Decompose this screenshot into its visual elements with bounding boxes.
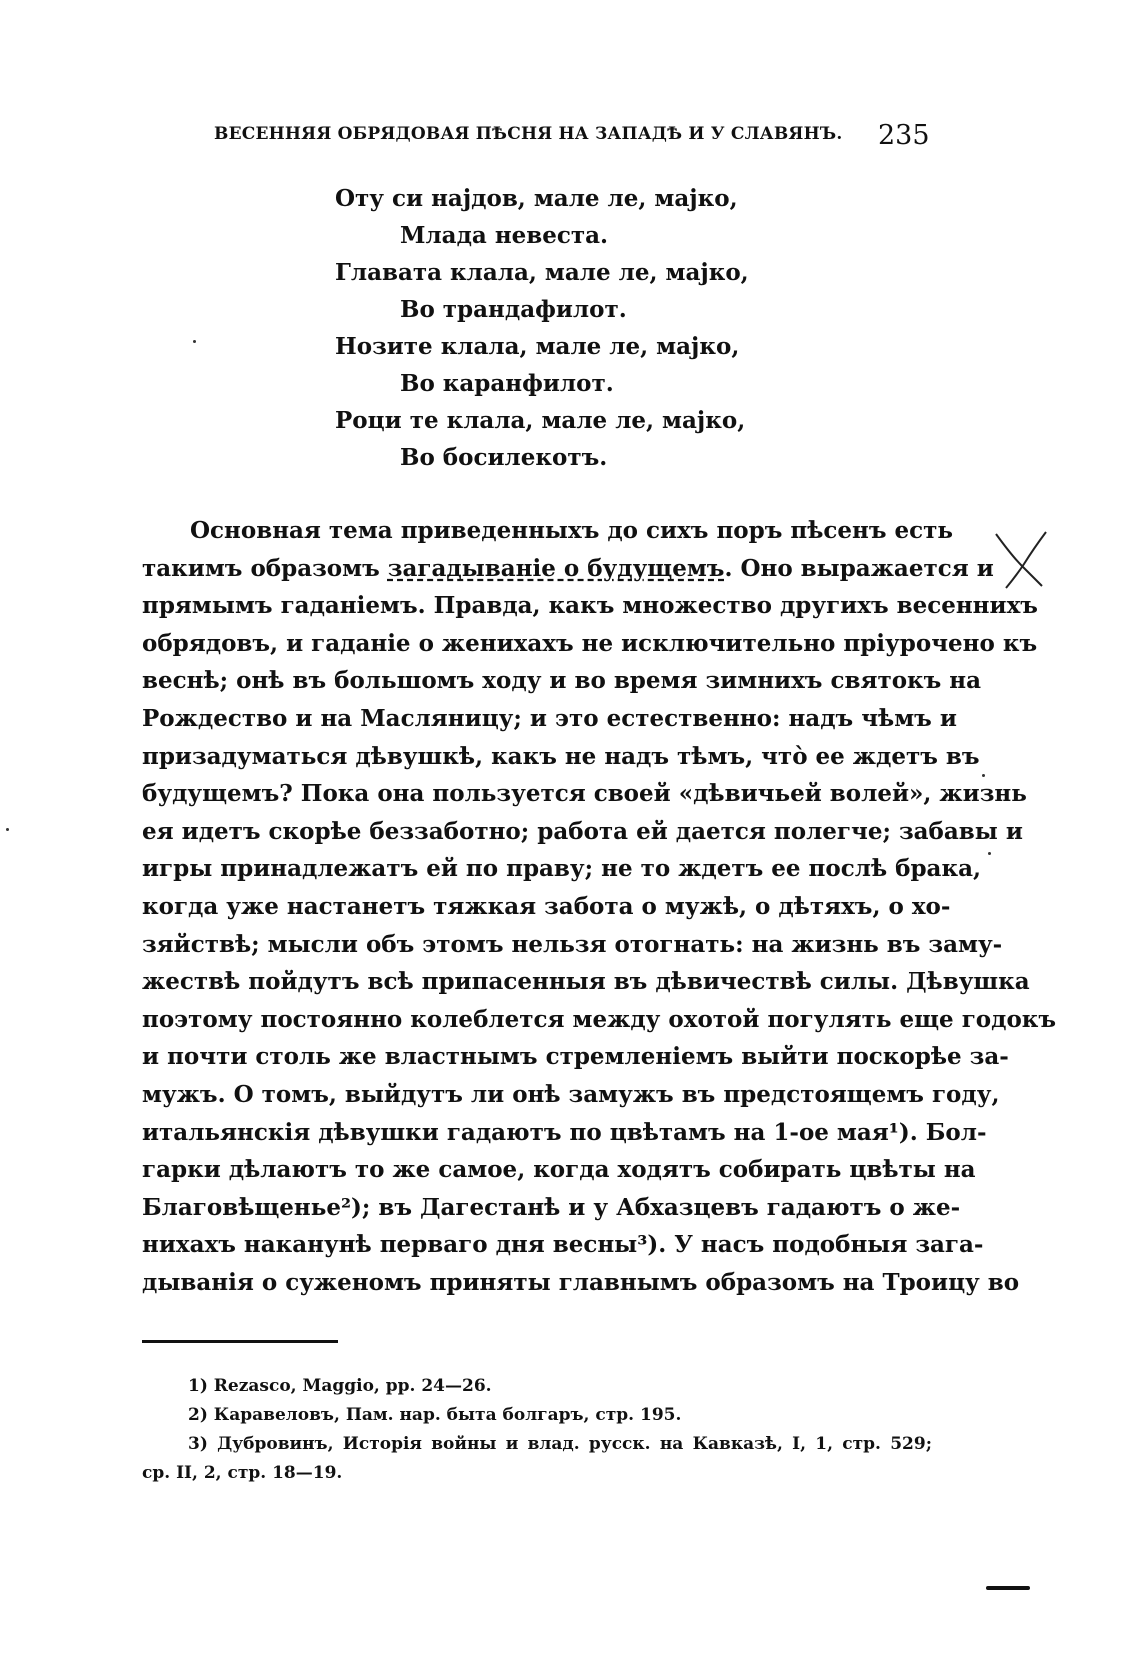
text-line: нихахъ наканунѣ перваго дня весны³). У насъ подобныя зага-	[142, 1231, 984, 1259]
running-title: ВЕСЕННЯЯ ОБРЯДОВАЯ ПѢСНЯ НА ЗАПАДѢ И У СЛАВЯНЪ.	[214, 124, 843, 144]
verse-line: Главата клала, мале ле, мајко,	[335, 259, 749, 286]
verse-block	[335, 180, 895, 476]
ink-speck	[988, 852, 991, 855]
footnote: 2) Каравеловъ, Пам. нар. быта болгаръ, стр. 195.	[188, 1405, 682, 1425]
text-line: прямымъ гаданіемъ. Правда, какъ множество другихъ весеннихъ	[142, 592, 1038, 620]
text-line: мужъ. О томъ, выйдутъ ли онѣ замужъ въ предстоящемъ году,	[142, 1080, 1000, 1108]
text-line: будущемъ? Пока она пользуется своей «дѣвичьей волей», жизнь	[142, 780, 1027, 808]
text-line: веснѣ; онѣ въ большомъ ходу и во время зимнихъ святокъ на	[142, 667, 982, 695]
verse-line: Во трандафилот.	[400, 296, 627, 323]
text-line: и почти столь же властнымъ стремленіемъ выйти поскорѣе за-	[142, 1043, 1009, 1071]
text-line: игры принадлежатъ ей по праву; не то ждетъ ее послѣ брака,	[142, 855, 981, 883]
underlined-phrase: загадываніе о будущемъ	[387, 554, 725, 582]
footnotes	[142, 1372, 932, 1488]
footnote-rule	[142, 1340, 338, 1343]
text-line: Благовѣщенье²); въ Дагестанѣ и у Абхазцевъ гадаютъ о же-	[142, 1193, 961, 1221]
text-line: гарки дѣлаютъ то же самое, когда ходятъ собирать цвѣты на	[142, 1156, 976, 1184]
verse-line: Оту си најдов, мале ле, мајко,	[335, 185, 738, 212]
ink-speck	[193, 340, 196, 343]
page-number: 235	[878, 120, 930, 151]
handwritten-x-icon	[992, 530, 1048, 590]
text-line: дыванія о суженомъ приняты главнымъ образомъ на Троицу во	[142, 1268, 1020, 1296]
text-line	[142, 550, 994, 588]
text-line: жествѣ пойдутъ всѣ припасенныя въ дѣвичествѣ силы. Дѣвушка	[142, 968, 1030, 996]
text-line: обрядовъ, и гаданіе о женихахъ не исключительно пріурочено къ	[142, 629, 1038, 657]
text-line: зяйствѣ; мысли объ этомъ нельзя отогнать: на жизнь въ заму-	[142, 930, 1003, 958]
text-line: Основная тема приведенныхъ до сихъ поръ пѣсенъ есть	[190, 517, 953, 544]
footnote: 3) Дубровинъ, Исторія войны и влад. русск. на Кавказѣ, I, 1, стр. 529;	[188, 1434, 932, 1454]
ink-speck	[982, 774, 985, 777]
ink-speck	[6, 828, 9, 831]
verse-line: Нозите клала, мале ле, мајко,	[335, 333, 740, 360]
footnote: ср. II, 2, стр. 18—19.	[142, 1463, 343, 1483]
text-line: Рождество и на Масляницу; и это естественно: надъ чѣмъ и	[142, 704, 957, 732]
verse-line: Роци те клала, мале ле, мајко,	[335, 407, 746, 434]
text-line: поэтому постоянно колеблется между охотой погулять еще годокъ	[142, 1005, 1057, 1033]
verse-line: Млада невеста.	[400, 222, 609, 249]
text-fragment: . Оно выражается и	[724, 554, 994, 582]
stray-mark	[986, 1586, 1030, 1590]
text-line: призадуматься дѣвушкѣ, какъ не надъ тѣмъ, что̀ ее ждетъ въ	[142, 742, 980, 770]
text-line: ея идетъ скорѣе беззаботно; работа ей дается полегче; забавы и	[142, 817, 1023, 845]
verse-line: Во босилекотъ.	[400, 444, 608, 471]
footnote: 1) Rezasco, Maggio, pp. 24—26.	[188, 1376, 492, 1396]
body-paragraph	[142, 512, 1057, 1301]
text-line: итальянскія дѣвушки гадаютъ по цвѣтамъ на 1-ое мая¹). Бол-	[142, 1118, 987, 1146]
verse-line: Во каранфилот.	[400, 370, 614, 397]
text-line: когда уже настанетъ тяжкая забота о мужѣ, о дѣтяхъ, о хо-	[142, 892, 951, 920]
text-fragment: такимъ образомъ	[142, 554, 380, 582]
